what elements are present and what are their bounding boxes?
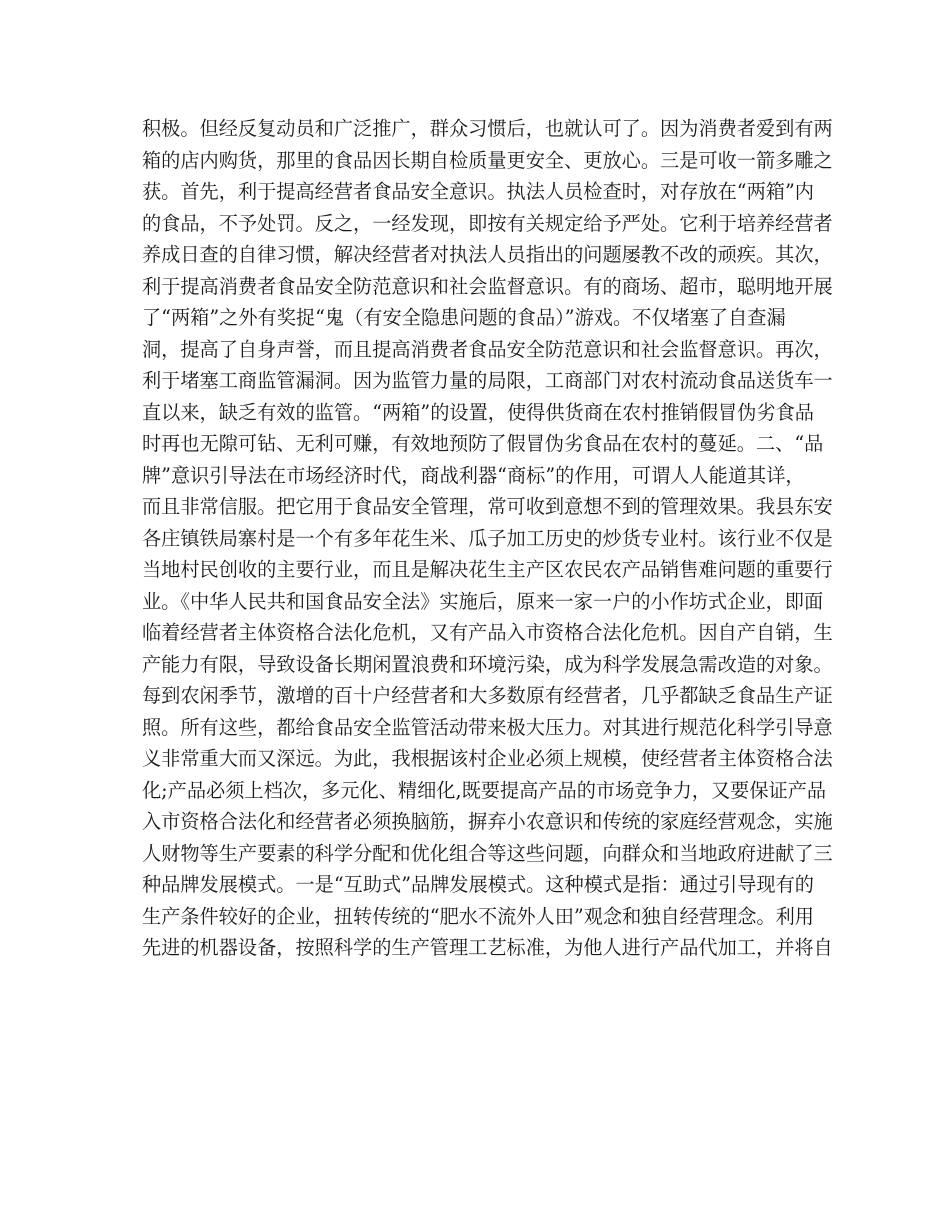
text-line: 养成日查的自律习惯，解决经营者对执法人员指出的问题屡教不改的顽疾。其次， xyxy=(142,243,833,266)
text-line: 的食品，不予处罚。反之，一经发现，即按有关规定给予严处。它利于培养经营者 xyxy=(142,211,833,235)
text-line: 人财物等生产要素的科学分配和优化组合等这些问题，向群众和当地政府进献了三 xyxy=(142,841,833,865)
text-line: 义非常重大而又深远。为此，我根据该村企业必须上规模，使经营者主体资格合法 xyxy=(142,747,833,770)
body-text xyxy=(142,113,833,964)
text-line: 牌”意识引导法在市场经济时代，商战利器“商标”的作用，可谓人人能道其详， xyxy=(142,463,805,487)
text-line: 直以来，缺乏有效的监管。“两箱”的设置，使得供货商在农村推销假冒伪劣食品 xyxy=(142,400,814,424)
text-line: 获。首先，利于提高经营者食品安全意识。执法人员检查时，对存放在“两箱”内 xyxy=(142,180,814,203)
text-line: 照。所有这些，都给食品安全监管活动带来极大压力。对其进行规范化科学引导意 xyxy=(142,715,833,739)
text-line: 入市资格合法化和经营者必须换脑筋，摒弃小农意识和传统的家庭经营观念，实施 xyxy=(142,810,833,833)
text-line: 利于堵塞工商监管漏洞。因为监管力量的局限，工商部门对农村流动食品送货车一 xyxy=(142,369,833,392)
text-line: 当地村民创收的主要行业，而且是解决花生主产区农民农产品销售难问题的重要行 xyxy=(142,558,833,581)
text-line: 箱的店内购货，那里的食品因长期自检质量更安全、更放心。三是可收一箭多雕之 xyxy=(142,148,833,172)
text-line: 产能力有限，导致设备长期闲置浪费和环境污染，成为科学发展急需改造的对象。 xyxy=(142,652,833,676)
text-line: 业。《中华人民共和国食品安全法》实施后，原来一家一户的小作坊式企业，即面 xyxy=(142,589,824,613)
text-line: 先进的机器设备，按照科学的生产管理工艺标准，为他人进行产品代加工，并将自 xyxy=(142,936,833,959)
text-line: 各庄镇铁局寨村是一个有多年花生米、瓜子加工历史的炒货专业村。该行业不仅是 xyxy=(142,526,833,550)
text-line: 时再也无隙可钻、无利可赚，有效地预防了假冒伪劣食品在农村的蔓延。二、“品 xyxy=(142,432,824,455)
text-line: 临着经营者主体资格合法化危机，又有产品入市资格合法化危机。因自产自销，生 xyxy=(142,621,833,644)
text-line: 化;产品必须上档次，多元化、精细化,既要提高产品的市场竞争力，又要保证产品 xyxy=(142,778,827,802)
text-line: 洞，提高了自身声誉，而且提高消费者食品安全防范意识和社会监督意识。再次， xyxy=(142,337,833,361)
text-line: 利于提高消费者食品安全防范意识和社会监督意识。有的商场、超市，聪明地开展 xyxy=(142,274,833,298)
text-line: 积极。但经反复动员和广泛推广，群众习惯后，也就认可了。因为消费者爱到有两 xyxy=(142,117,833,140)
text-line: 了“两箱”之外有奖捉“鬼（有安全隐患问题的食品）”游戏。不仅堵塞了自查漏 xyxy=(142,306,786,329)
text-line: 而且非常信服。把它用于食品安全管理，常可收到意想不到的管理效果。我县东安 xyxy=(142,495,833,518)
text-line: 种品牌发展模式。一是“互助式”品牌发展模式。这种模式是指：通过引导现有的 xyxy=(142,873,814,896)
text-line: 生产条件较好的企业，扭转传统的“肥水不流外人田”观念和独自经营理念。利用 xyxy=(142,904,814,928)
text-line: 每到农闲季节，激增的百十户经营者和大多数原有经营者，几乎都缺乏食品生产证 xyxy=(142,684,833,707)
